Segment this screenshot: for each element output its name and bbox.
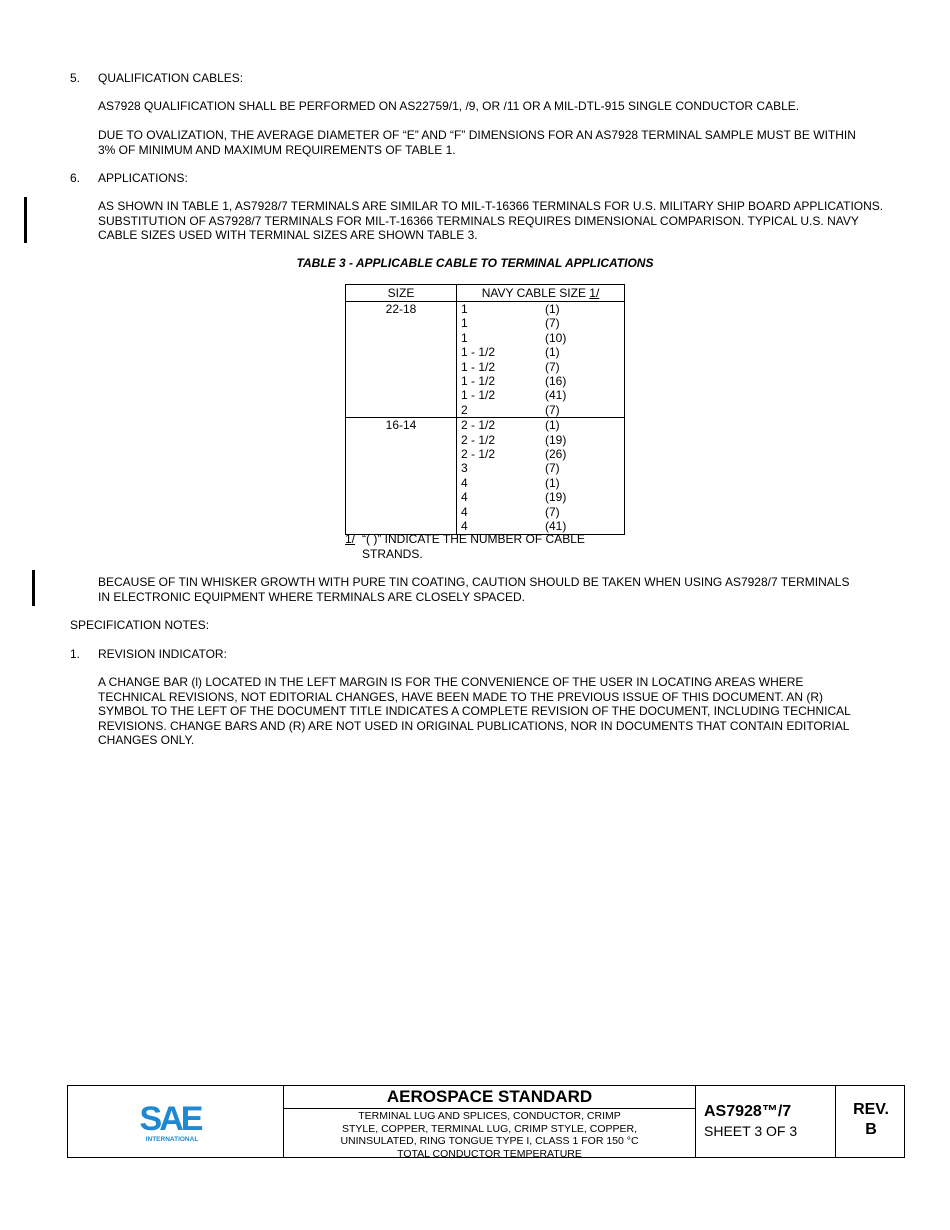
cable-size-entry: 1 - 1/2 (41) <box>461 388 567 403</box>
table-3-caption: TABLE 3 - APPLICABLE CABLE TO TERMINAL APPLICATIONS <box>296 256 654 270</box>
document-number: AS7928™/7 <box>704 1103 792 1120</box>
cable-size-entry: 1 - 1/2 (1) <box>461 345 560 360</box>
table-footnote-line-1: “( )” INDICATE THE NUMBER OF CABLE <box>362 532 585 546</box>
spec-notes-heading: SPECIFICATION NOTES: <box>70 618 210 632</box>
table-3 <box>345 284 625 535</box>
section-6-number: 6. <box>70 171 81 185</box>
cable-size-entry: 2 - 1/2 (19) <box>461 432 567 447</box>
section-6-para-1: AS SHOWN IN TABLE 1, AS7928/7 TERMINALS ARE SIMILAR TO MIL-T-16366 TERMINALS FOR U.S. MILITARY SHIP BOARD APPLICATIONS. SUBSTITUTION OF AS7928/7 TERMINALS FOR MIL-T-16366 TERMINALS REQUIRES DIMENSIONAL COMPARISON. TYPICAL U.S. NAVY CABLE SIZES USED WITH TERMINAL SIZES ARE SHOWN TABLE 3. <box>98 199 884 242</box>
cable-size-entry: 1 (1) <box>461 302 560 316</box>
cable-size-entry: 4 (1) <box>461 475 560 490</box>
revision-cell <box>836 1086 906 1157</box>
title-cell <box>284 1086 696 1160</box>
section-6-para-2: BECAUSE OF TIN WHISKER GROWTH WITH PURE TIN COATING, CAUTION SHOULD BE TAKEN WHEN USING AS7928/7 TERMINALS IN ELECTRONIC EQUIPMENT WHERE TERMINALS ARE CLOSELY SPACED. <box>98 575 850 604</box>
section-5-heading: QUALIFICATION CABLES: <box>98 71 244 85</box>
sae-logo <box>68 1086 284 1157</box>
rev-value: B <box>865 1121 877 1138</box>
size-cell: 16-14 <box>346 418 457 534</box>
section-5-para-2: DUE TO OVALIZATION, THE AVERAGE DIAMETER OF “E” AND “F” DIMENSIONS FOR AN AS7928 TERMINAL SAMPLE MUST BE WITHIN 3% OF MINIMUM AND MAXIMUM REQUIREMENTS OF TABLE 1. <box>98 128 856 157</box>
section-5-para-1: AS7928 QUALIFICATION SHALL BE PERFORMED ON AS22759/1, /9, OR /11 OR A MIL-DTL-915 SINGLE CONDUCTOR CABLE. <box>98 99 800 113</box>
table-row <box>346 302 625 418</box>
cable-size-entry: 2 - 1/2 (1) <box>461 418 560 433</box>
size-cell: 22-18 <box>346 302 457 418</box>
rev-label: REV. <box>853 1101 889 1118</box>
cable-size-entry: 2 (7) <box>461 402 560 417</box>
spec-note-1-heading: REVISION INDICATOR: <box>98 647 227 661</box>
cable-size-entry: 4 (7) <box>461 504 560 519</box>
cable-sizes-cell <box>457 418 625 534</box>
svg-text:INTERNATIONAL: INTERNATIONAL <box>145 1136 199 1143</box>
table-row <box>346 418 625 534</box>
cable-sizes-cell <box>457 302 625 418</box>
doc-number-cell <box>696 1086 836 1157</box>
cable-size-entry: 4 (19) <box>461 490 567 505</box>
spec-note-1-number: 1. <box>70 647 81 661</box>
cable-size-entry: 2 - 1/2 (26) <box>461 447 567 462</box>
table-footnote-mark: 1/ <box>345 532 356 546</box>
cable-size-entry: 4 (41) <box>461 519 567 534</box>
sheet-number: SHEET 3 OF 3 <box>704 1123 798 1139</box>
cable-size-entry: 1 - 1/2 (7) <box>461 359 560 374</box>
section-6-heading: APPLICATIONS: <box>98 171 188 185</box>
cable-size-entry: 3 (7) <box>461 461 560 476</box>
svg-text:SAE: SAE <box>139 1100 201 1138</box>
spec-note-1-para: A CHANGE BAR (l) LOCATED IN THE LEFT MARGIN IS FOR THE CONVENIENCE OF THE USER IN LOCATING AREAS WHERE TECHNICAL REVISIONS, NOT EDITORIAL CHANGES, HAVE BEEN MADE TO THE PREVIOUS ISSUE OF THIS DOCUMENT. AN (R) SYMBOL TO THE LEFT OF THE DOCUMENT TITLE INDICATES A COMPLETE REVISION OF THE DOCUMENT, INCLUDING TECHNICAL REVISIONS. CHANGE BARS AND (R) ARE NOT USED IN ORIGINAL PUBLICATIONS, NOR IN DOCUMENTS THAT CONTAIN EDITORIAL CHANGES ONLY. <box>98 675 851 747</box>
cable-size-entry: 1 (7) <box>461 316 560 331</box>
cable-size-entry: 1 - 1/2 (16) <box>461 374 567 389</box>
logo-cell <box>68 1086 284 1157</box>
standard-heading: AEROSPACE STANDARD <box>284 1086 695 1109</box>
section-5-number: 5. <box>70 71 81 85</box>
table-footnote-line-2: STRANDS. <box>362 547 423 561</box>
document-title: TERMINAL LUG AND SPLICES, CONDUCTOR, CRIMP STYLE, COPPER, TERMINAL LUG, CRIMP STYLE, COPPER, UNINSULATED, RING TONGUE TYPE I, CLASS 1 FOR 150 °C TOTAL CONDUCTOR TEMPERATURE <box>340 1110 639 1160</box>
col-header-navy-cable: NAVY CABLE SIZE 1/ <box>457 285 625 302</box>
title-block <box>67 1085 905 1158</box>
col-header-size: SIZE <box>346 285 457 302</box>
change-bar <box>32 570 35 606</box>
cable-size-entry: 1 (10) <box>461 330 567 345</box>
change-bar <box>24 197 27 243</box>
